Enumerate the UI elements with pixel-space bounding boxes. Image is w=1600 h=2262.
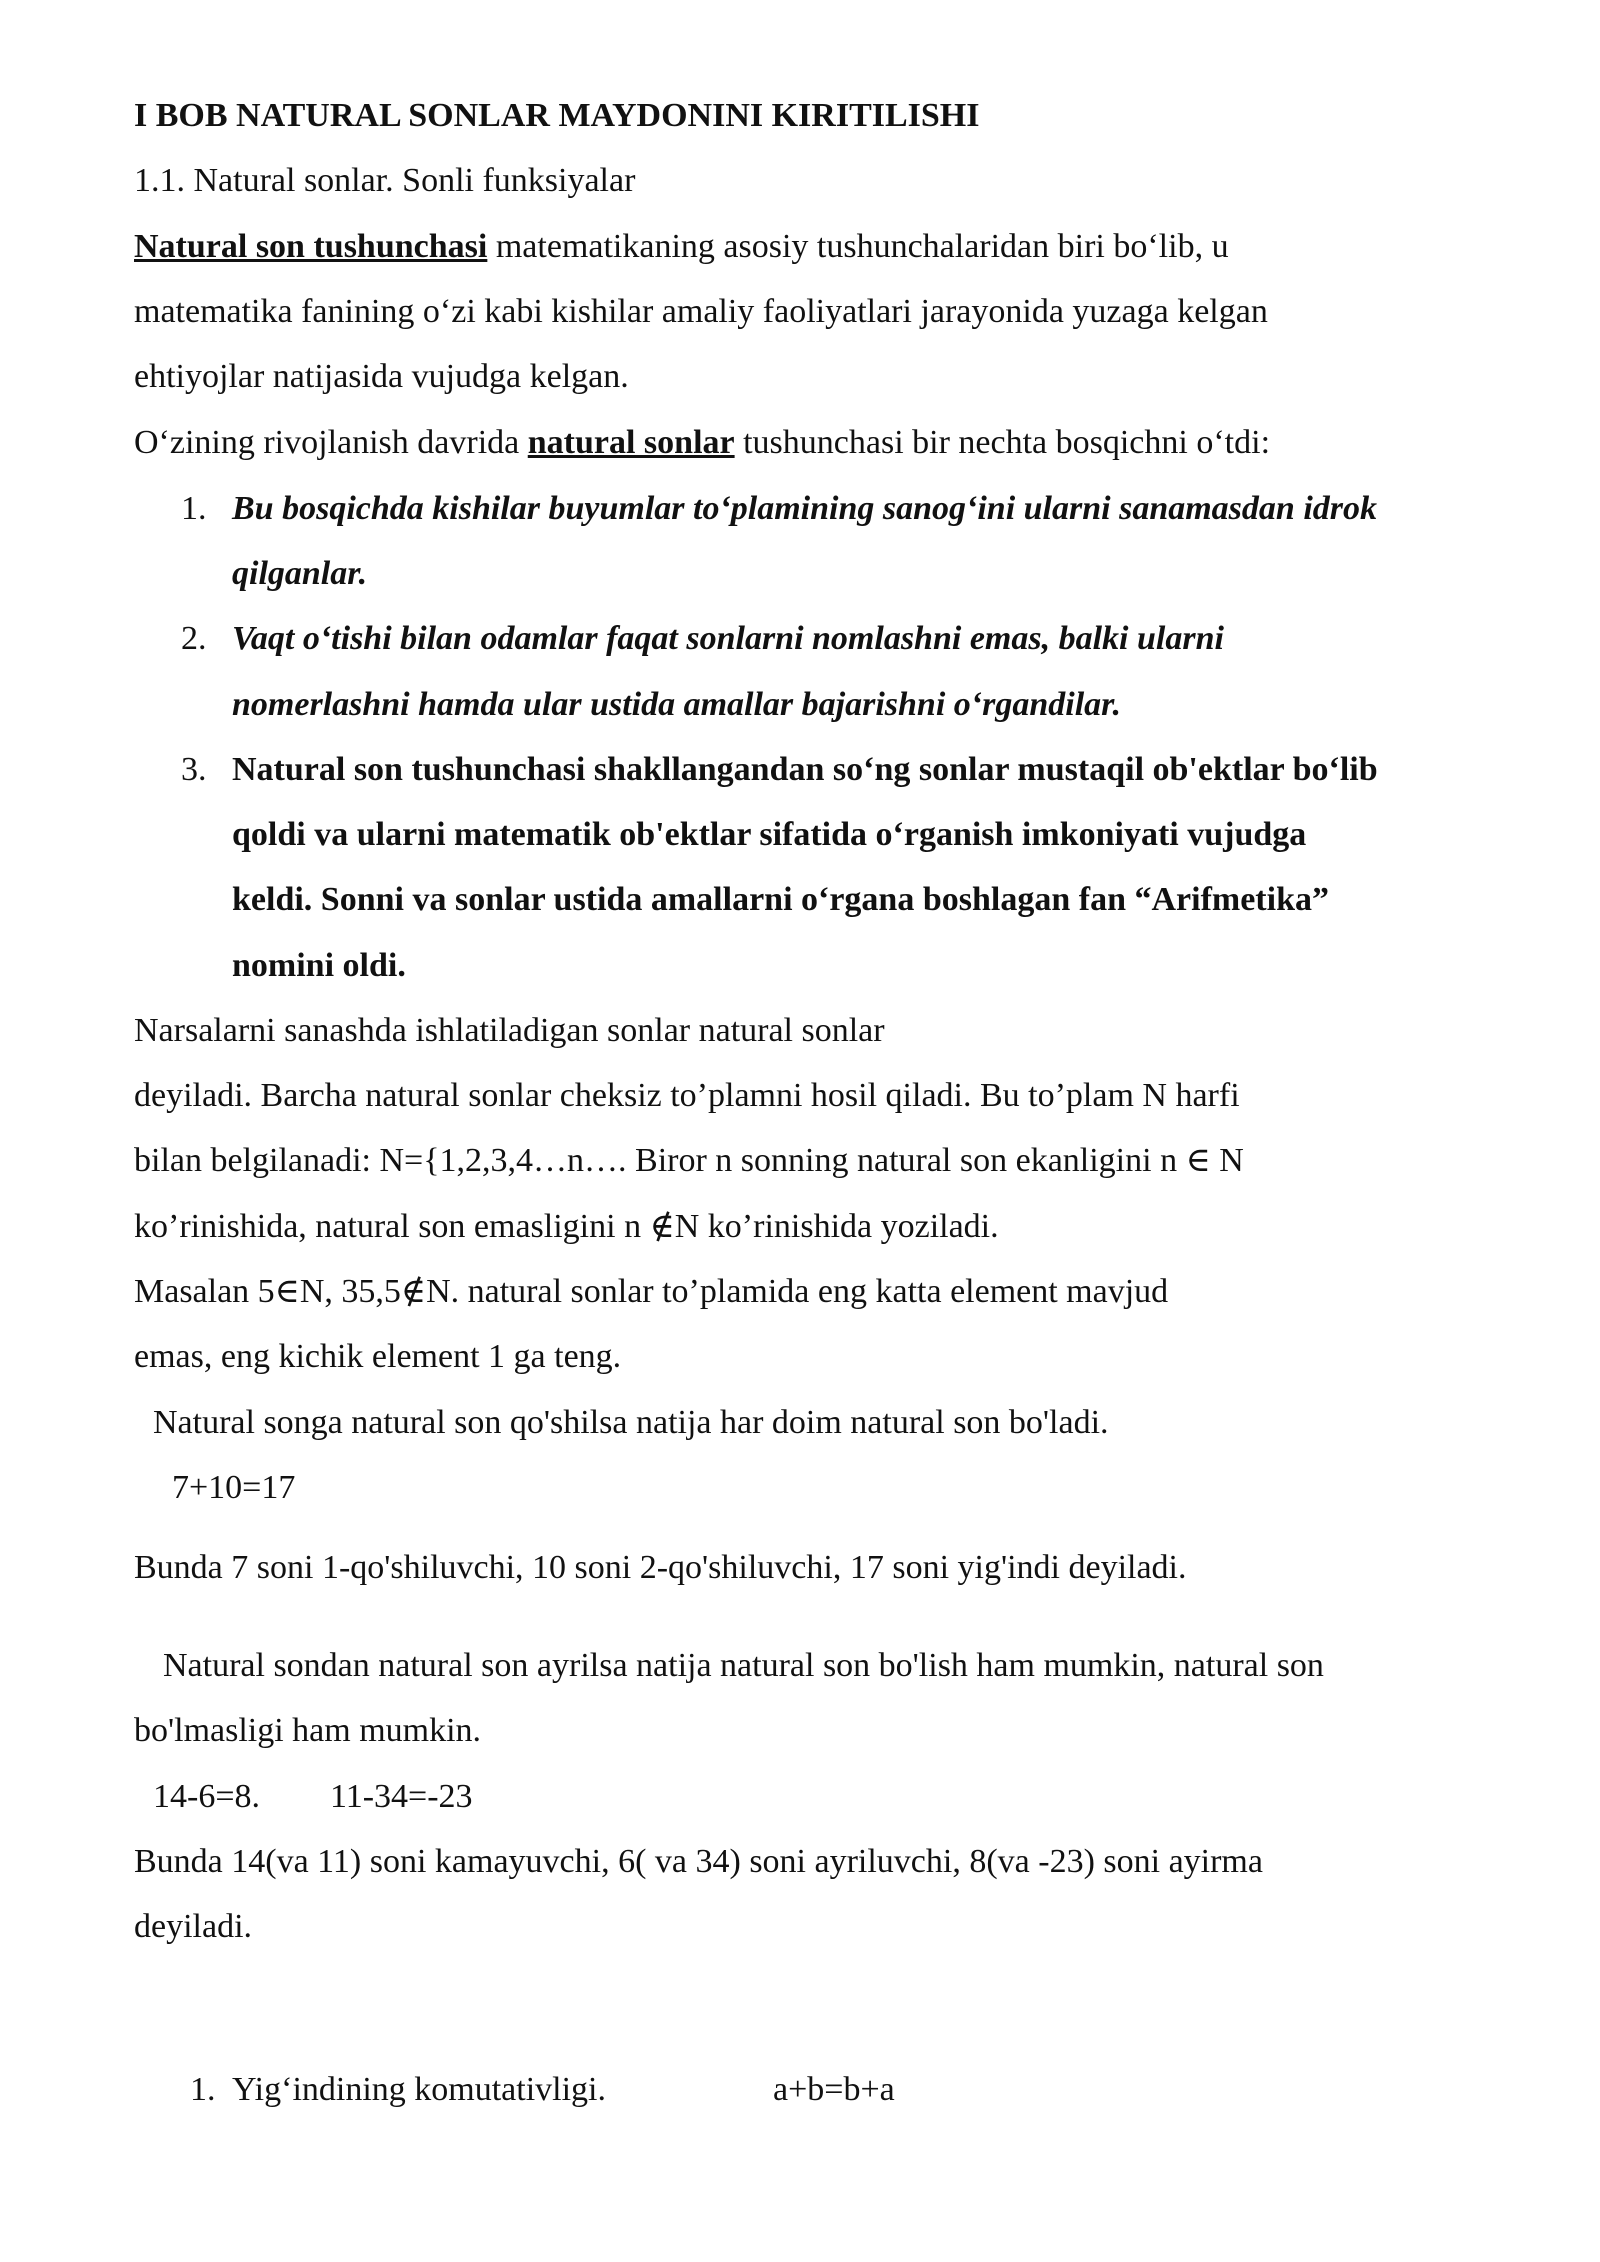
subtraction-rule-line-2: bo'lmasligi ham mumkin.	[134, 1712, 482, 1749]
intro-line-3: ehtiyojlar natijasida vujudga kelgan.	[134, 358, 629, 395]
definition-line-1: Narsalarni sanashda ishlatiladigan sonlar natural sonlar	[134, 1012, 885, 1049]
term-natural-sonlar: natural sonlar	[527, 424, 735, 461]
subtraction-explanation-line-2: deyiladi.	[134, 1908, 253, 1945]
intro-line-1-text: matematikaning asosiy tushunchalaridan biri bo‘lib, u	[487, 228, 1229, 265]
property-label: Yig‘indining komutativligi.	[232, 2071, 606, 2108]
intro-line-2: matematika fanining o‘zi kabi kishilar amaliy faoliyatlari jarayonida yuzaga kelgan	[134, 293, 1268, 330]
stage-1-number: 1.	[181, 490, 207, 527]
section-heading: 1.1. Natural sonlar. Sonli funksiyalar	[134, 162, 636, 199]
addition-example: 7+10=17	[172, 1469, 296, 1506]
subtraction-example-1: 14-6=8.	[153, 1778, 260, 1815]
subtraction-example-2: 11-34=-23	[330, 1778, 473, 1815]
definition-line-5: Masalan 5∈N, 35,5∉N. natural sonlar to’plamida eng katta element mavjud	[134, 1273, 1169, 1310]
development-post: tushunchasi bir nechta bosqichni o‘tdi:	[734, 424, 1271, 461]
stage-3-line-2: qoldi va ularni matematik ob'ektlar sifatida o‘rganish imkoniyati vujudga	[232, 816, 1307, 853]
stage-3-line-3: keldi. Sonni va sonlar ustida amallarni o‘rgana boshlagan fan “Arifmetika”	[232, 881, 1329, 918]
definition-line-3: bilan belgilanadi: N={1,2,3,4…n…. Biror n sonning natural son ekanligini n ∈ N	[134, 1142, 1244, 1179]
subtraction-explanation-line-1: Bunda 14(va 11) soni kamayuvchi, 6( va 34) soni ayriluvchi, 8(va -23) soni ayirma	[134, 1843, 1263, 1880]
property-formula: a+b=b+a	[773, 2071, 895, 2108]
stage-2-line-2: nomerlashni hamda ular ustida amallar bajarishni o‘rgandilar.	[232, 686, 1121, 723]
stage-3-line-1: Natural son tushunchasi shakllangandan so‘ng sonlar mustaqil ob'ektlar bo‘lib	[232, 751, 1378, 788]
stage-3-line-4: nomini oldi.	[232, 947, 406, 984]
term-natural-son: Natural son tushunchasi	[134, 228, 488, 265]
stage-1-line-1: Bu bosqichda kishilar buyumlar to‘plamining sanog‘ini ularni sanamasdan idrok	[232, 490, 1377, 527]
intro-line-1	[134, 227, 1229, 267]
stage-2-line-1: Vaqt o‘tishi bilan odamlar faqat sonlarni nomlashni emas, balki ularni	[232, 620, 1224, 657]
development-line	[134, 423, 1270, 463]
stage-3-number: 3.	[181, 751, 207, 788]
chapter-heading: I BOB NATURAL SONLAR MAYDONINI KIRITILISHI	[134, 97, 980, 134]
stage-1-line-2: qilganlar.	[232, 555, 368, 592]
definition-line-6: emas, eng kichik element 1 ga teng.	[134, 1338, 622, 1375]
definition-line-4: ko’rinishida, natural son emasligini n ∉N ko’rinishida yoziladi.	[134, 1208, 999, 1245]
development-pre: O‘zining rivojlanish davrida	[134, 424, 528, 461]
definition-line-2: deyiladi. Barcha natural sonlar cheksiz to’plamni hosil qiladi. Bu to’plam N harfi	[134, 1077, 1240, 1114]
property-number: 1.	[190, 2071, 216, 2108]
addition-explanation: Bunda 7 soni 1-qo'shiluvchi, 10 soni 2-qo'shiluvchi, 17 soni yig'indi deyiladi.	[134, 1549, 1187, 1586]
subtraction-rule-line-1: Natural sondan natural son ayrilsa natija natural son bo'lish ham mumkin, natural son	[163, 1647, 1324, 1684]
stage-2-number: 2.	[181, 620, 207, 657]
addition-rule: Natural songa natural son qo'shilsa natija har doim natural son bo'ladi.	[153, 1404, 1109, 1441]
